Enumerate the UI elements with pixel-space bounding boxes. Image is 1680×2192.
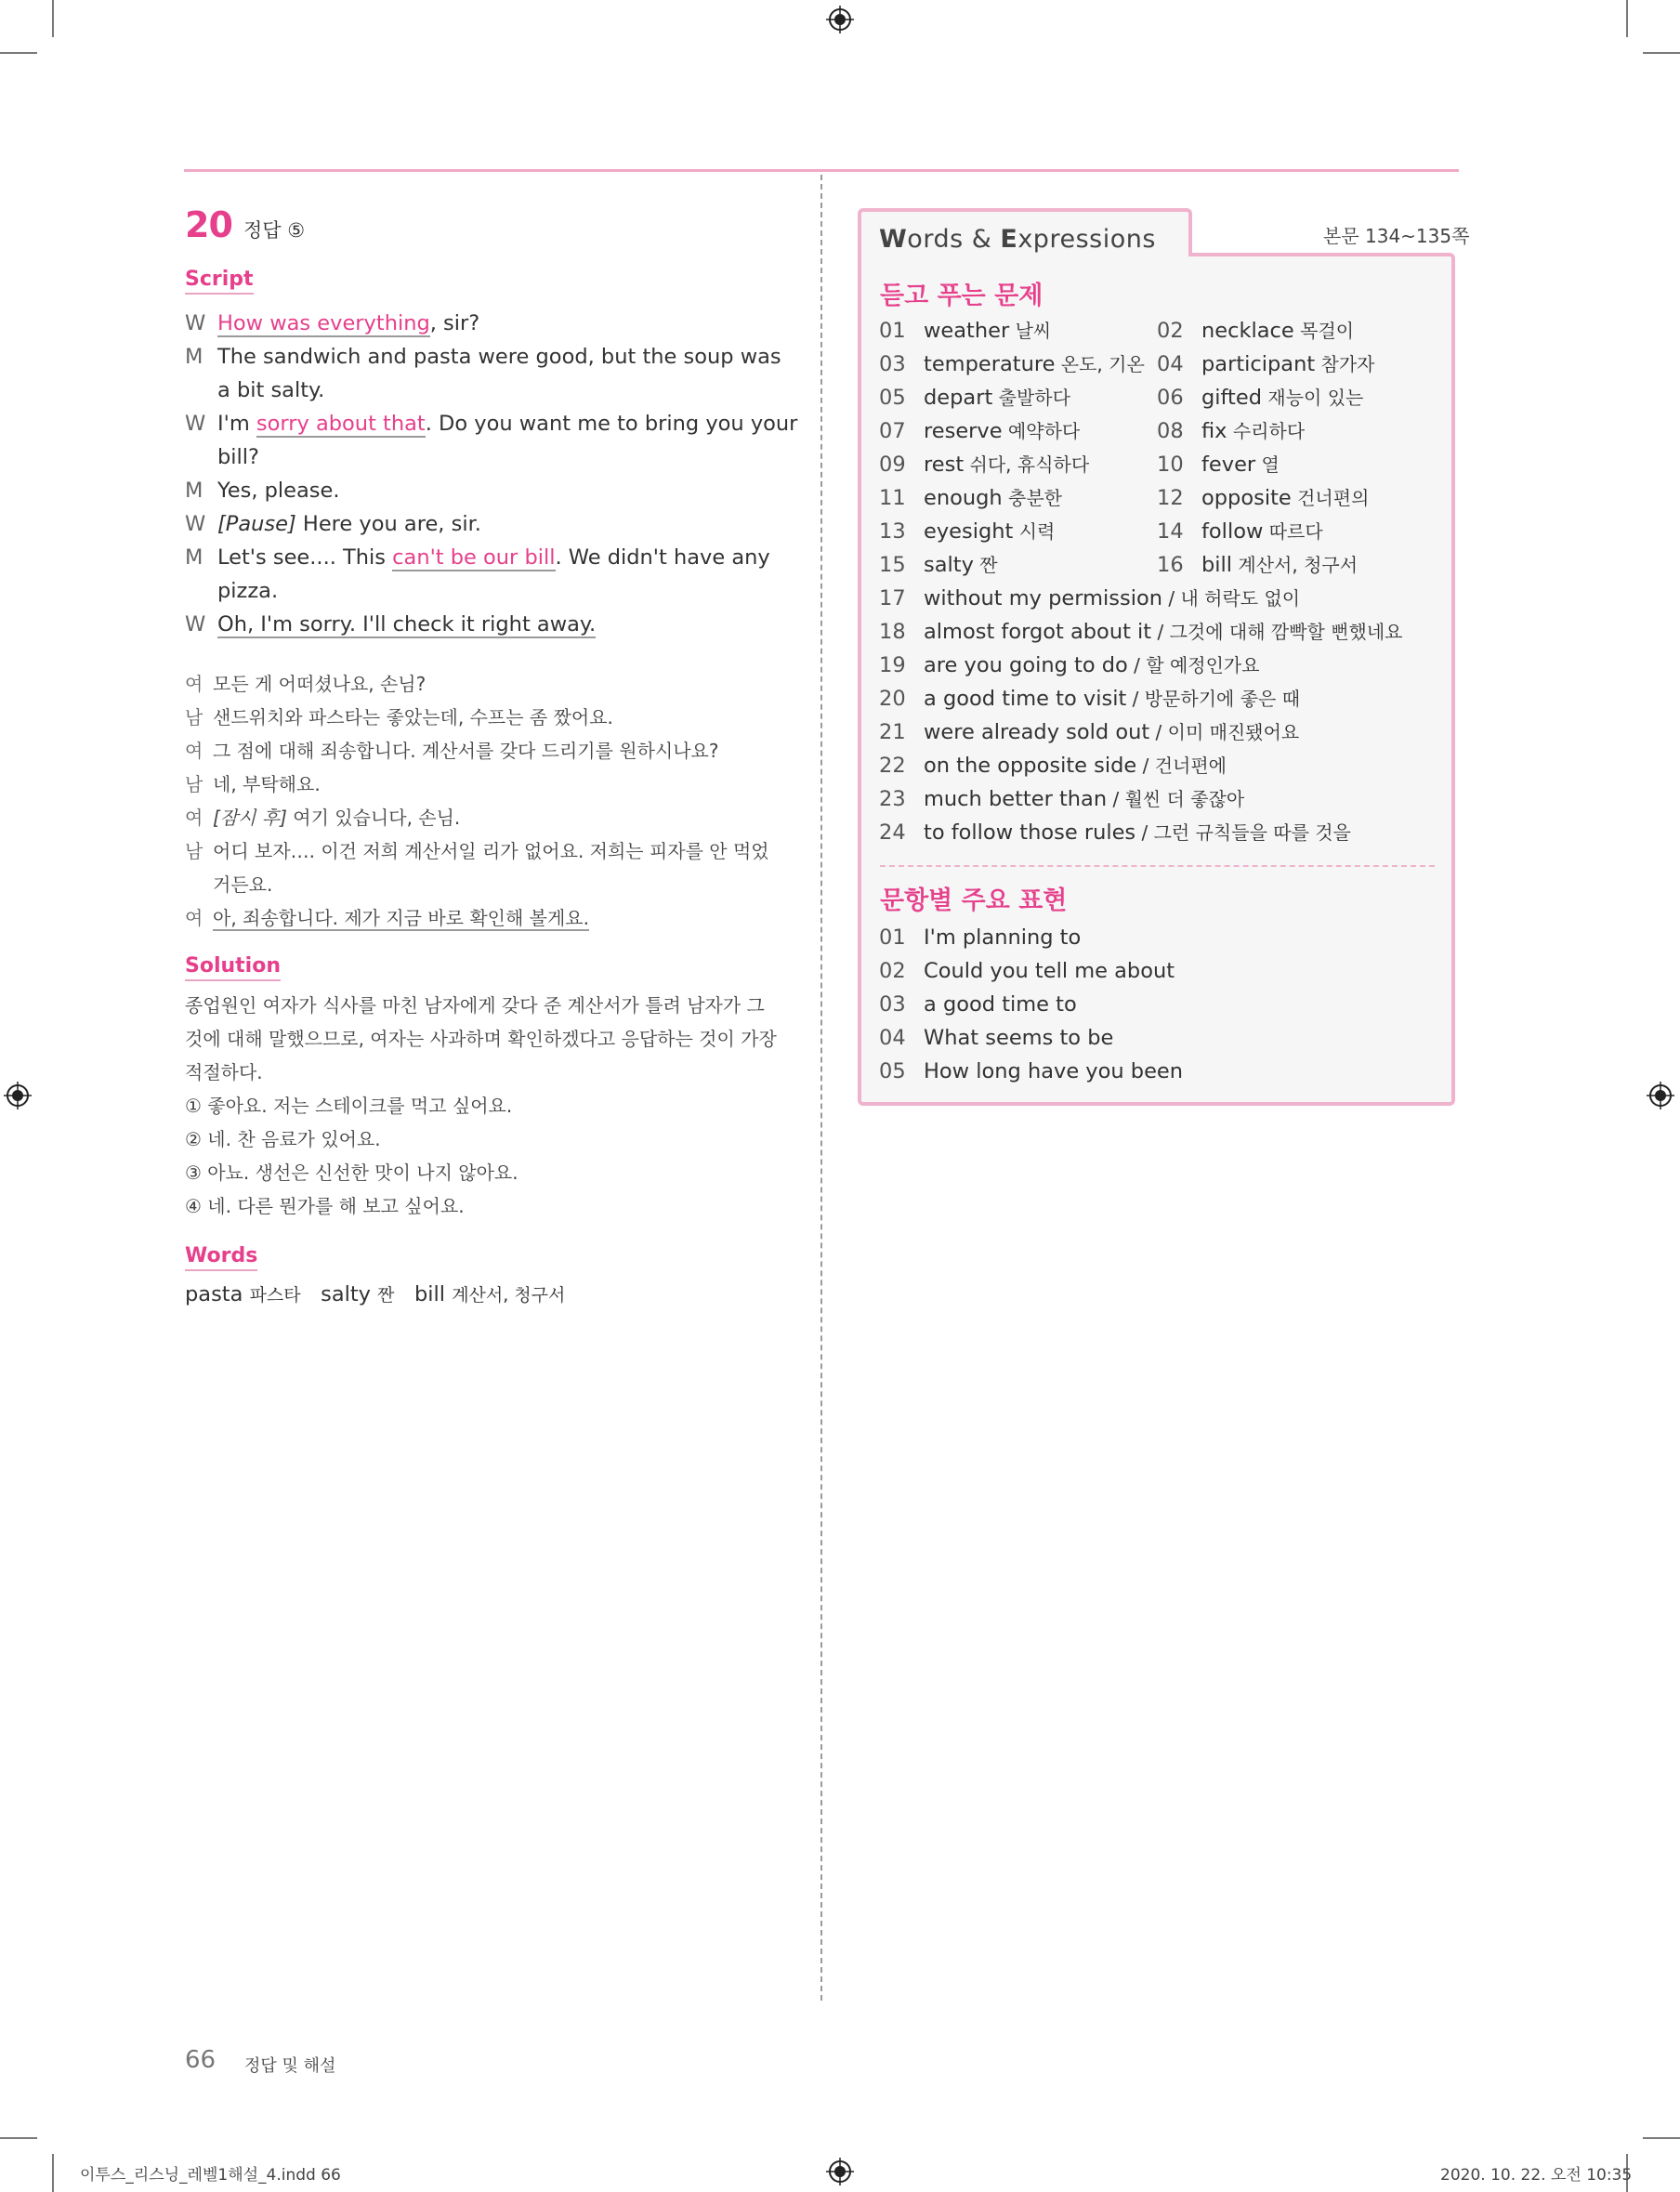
item-english: Could you tell me about <box>924 959 1175 983</box>
item-english: eyesight <box>924 519 1014 544</box>
item-number: 20 <box>879 687 906 711</box>
registration-mark-icon <box>1647 1082 1674 1109</box>
column-divider <box>820 175 822 2001</box>
vocab-item <box>1157 481 1369 515</box>
vocab-item <box>879 314 1051 348</box>
item-korean: 열 <box>1255 453 1280 476</box>
item-korean: / 내 허락도 없이 <box>1162 587 1301 610</box>
item-korean: 시력 <box>1013 520 1056 543</box>
vocab-item <box>1157 348 1375 381</box>
solution-option: ② 네. 찬 음료가 있어요. <box>185 1128 381 1150</box>
vocab-item <box>879 682 1300 715</box>
item-number: 08 <box>1157 419 1184 443</box>
item-english: much better than <box>924 787 1108 811</box>
registration-mark-icon <box>826 2158 854 2185</box>
item-number: 23 <box>879 787 906 811</box>
item-korean: / 그것에 대해 깜빡할 뻔했네요 <box>1151 621 1403 643</box>
page-number: 66 <box>185 2046 217 2074</box>
item-number: 06 <box>1157 386 1184 410</box>
item-korean: 참가자 <box>1315 353 1375 375</box>
crop-mark <box>0 52 37 54</box>
crop-mark <box>0 2137 37 2139</box>
item-number: 07 <box>879 419 906 443</box>
item-english: a good time to visit <box>924 687 1127 711</box>
vocab-item <box>1157 314 1354 348</box>
header-rule <box>184 169 1459 172</box>
vocab-item <box>879 954 1175 988</box>
item-english: What seems to be <box>924 1026 1114 1050</box>
item-korean: / 할 예정인가요 <box>1127 654 1260 676</box>
item-number: 03 <box>879 352 906 376</box>
registration-mark-icon <box>826 6 854 33</box>
item-number: 15 <box>879 553 906 577</box>
item-english: without my permission <box>924 586 1162 610</box>
crop-mark <box>52 2154 54 2192</box>
item-number: 10 <box>1157 453 1184 477</box>
solution-line: 적절하다. <box>185 1061 263 1083</box>
vocab-item <box>879 481 1062 515</box>
crop-mark <box>1626 0 1628 37</box>
item-number: 02 <box>879 959 906 983</box>
vocab-item <box>879 548 998 582</box>
item-english: participant <box>1201 352 1316 376</box>
word-en: salty <box>321 1282 371 1306</box>
item-english: bill <box>1201 553 1233 577</box>
vocab-item <box>1157 548 1358 582</box>
vocab-item <box>879 715 1299 749</box>
item-english: weather <box>924 319 1010 343</box>
box-title: Words & Expressions <box>879 225 1156 254</box>
item-number: 01 <box>879 925 906 950</box>
vocab-item <box>1157 448 1280 481</box>
script-heading: Script <box>185 268 254 291</box>
item-number: 19 <box>879 653 906 677</box>
item-english: depart <box>924 386 993 410</box>
item-korean: 날씨 <box>1009 320 1052 342</box>
item-english: salty <box>924 553 974 577</box>
solution-line: 것에 대해 말했으므로, 여자는 사과하며 확인하겠다고 응답하는 것이 가장 <box>185 1028 777 1050</box>
item-number: 11 <box>879 486 906 510</box>
word-ko: 파스타 <box>249 1285 301 1306</box>
vocab-item <box>1157 515 1323 548</box>
slug-date: 2020. 10. 22. 오전 10:35 <box>1440 2166 1633 2185</box>
item-english: follow <box>1201 519 1264 544</box>
crop-mark <box>1643 2137 1680 2139</box>
vocab-item <box>879 414 1080 448</box>
vocab-item <box>879 921 1081 954</box>
question-number: 20 <box>185 204 232 245</box>
solution-option: ④ 네. 다른 뭔가를 해 보고 싶어요. <box>185 1195 465 1217</box>
section-divider <box>880 865 1435 867</box>
item-number: 04 <box>879 1026 906 1050</box>
item-korean: 수리하다 <box>1227 420 1306 442</box>
item-english: fever <box>1201 453 1256 477</box>
vocab-item <box>879 988 1077 1021</box>
item-korean: 쉬다, 휴식하다 <box>964 453 1090 476</box>
item-english: were already sold out <box>924 720 1150 744</box>
item-english: enough <box>924 486 1003 510</box>
item-number: 17 <box>879 586 906 610</box>
vocab-item <box>879 582 1300 615</box>
vocab-item <box>879 1021 1113 1055</box>
vocab-item <box>879 515 1055 548</box>
item-english: reserve <box>924 419 1003 443</box>
item-english: on the opposite side <box>924 754 1137 778</box>
item-korean: / 방문하기에 좋은 때 <box>1126 688 1301 710</box>
word-ko: 계산서, 청구서 <box>452 1285 566 1306</box>
answer-label: 정답 ⑤ <box>243 219 306 242</box>
item-korean: 짠 <box>973 554 998 576</box>
solution-line: 종업원인 여자가 식사를 마친 남자에게 갖다 준 계산서가 틀려 남자가 그 <box>185 994 765 1017</box>
item-english: rest <box>924 453 965 477</box>
item-number: 05 <box>879 386 906 410</box>
solution-option: ① 좋아요. 저는 스테이크를 먹고 싶어요. <box>185 1095 513 1117</box>
item-korean: 목걸이 <box>1293 320 1355 342</box>
item-korean: 출발하다 <box>992 387 1070 409</box>
item-number: 01 <box>879 319 906 343</box>
crop-mark <box>52 0 54 37</box>
item-korean: / 그런 규칙들을 따를 것을 <box>1135 821 1351 844</box>
vocab-item <box>879 749 1227 782</box>
item-number: 14 <box>1157 519 1184 544</box>
item-korean: 예약하다 <box>1002 420 1081 442</box>
words-heading: Words <box>185 1244 257 1267</box>
item-english: fix <box>1201 419 1227 443</box>
item-korean: 충분한 <box>1002 487 1062 509</box>
vocab-item <box>879 615 1403 649</box>
solution-heading: Solution <box>185 954 281 978</box>
registration-mark-icon <box>4 1082 32 1109</box>
word-en: pasta <box>185 1282 243 1306</box>
item-number: 24 <box>879 820 906 845</box>
item-korean: 따르다 <box>1263 520 1323 543</box>
vocab-item <box>879 381 1070 414</box>
item-english: gifted <box>1201 386 1263 410</box>
vocab-item <box>879 348 1145 381</box>
vocab-item <box>879 782 1244 816</box>
vocab-item <box>879 1055 1183 1088</box>
item-number: 03 <box>879 992 906 1017</box>
item-number: 16 <box>1157 553 1184 577</box>
item-english: opposite <box>1201 486 1292 510</box>
item-english: necklace <box>1201 319 1294 343</box>
item-number: 02 <box>1157 319 1184 343</box>
vocab-item <box>879 816 1351 849</box>
page-reference: 본문 134~135쪽 <box>1323 225 1470 247</box>
item-korean: 계산서, 청구서 <box>1232 554 1358 576</box>
item-korean: 재능이 있는 <box>1262 387 1364 409</box>
item-number: 18 <box>879 620 906 644</box>
item-korean: / 훨씬 더 좋잖아 <box>1107 788 1245 810</box>
word-ko: 짠 <box>377 1285 395 1306</box>
item-english: are you going to do <box>924 653 1128 677</box>
item-korean: 온도, 기온 <box>1055 353 1145 375</box>
item-number: 12 <box>1157 486 1184 510</box>
item-english: How long have you been <box>924 1059 1184 1083</box>
crop-mark <box>1643 52 1680 54</box>
item-number: 21 <box>879 720 906 744</box>
item-english: temperature <box>924 352 1056 376</box>
item-number: 09 <box>879 453 906 477</box>
item-number: 22 <box>879 754 906 778</box>
words-list <box>185 1281 565 1306</box>
item-english: to follow those rules <box>924 820 1136 845</box>
vocab-item <box>879 448 1089 481</box>
item-number: 13 <box>879 519 906 544</box>
footer-section: 정답 및 해설 <box>244 2056 336 2076</box>
item-number: 04 <box>1157 352 1184 376</box>
item-number: 05 <box>879 1059 906 1083</box>
solution-option: ③ 아뇨. 생선은 신선한 맛이 나지 않아요. <box>185 1162 518 1184</box>
item-english: a good time to <box>924 992 1077 1017</box>
section-heading: 문항별 주요 표현 <box>880 886 1068 915</box>
vocab-item <box>1157 381 1363 414</box>
slug-file: 이투스_리스닝_레벨1해설_4.indd 66 <box>80 2166 341 2185</box>
word-en: bill <box>413 1282 446 1306</box>
item-korean: / 이미 매진됐어요 <box>1149 721 1300 743</box>
section-heading: 듣고 푸는 문제 <box>880 282 1043 310</box>
item-korean: / 건너편에 <box>1136 755 1227 777</box>
vocab-item <box>879 649 1260 682</box>
vocab-item <box>1157 414 1305 448</box>
item-english: almost forgot about it <box>924 620 1152 644</box>
item-english: I'm planning to <box>924 925 1082 950</box>
item-korean: 건너편의 <box>1291 487 1370 509</box>
